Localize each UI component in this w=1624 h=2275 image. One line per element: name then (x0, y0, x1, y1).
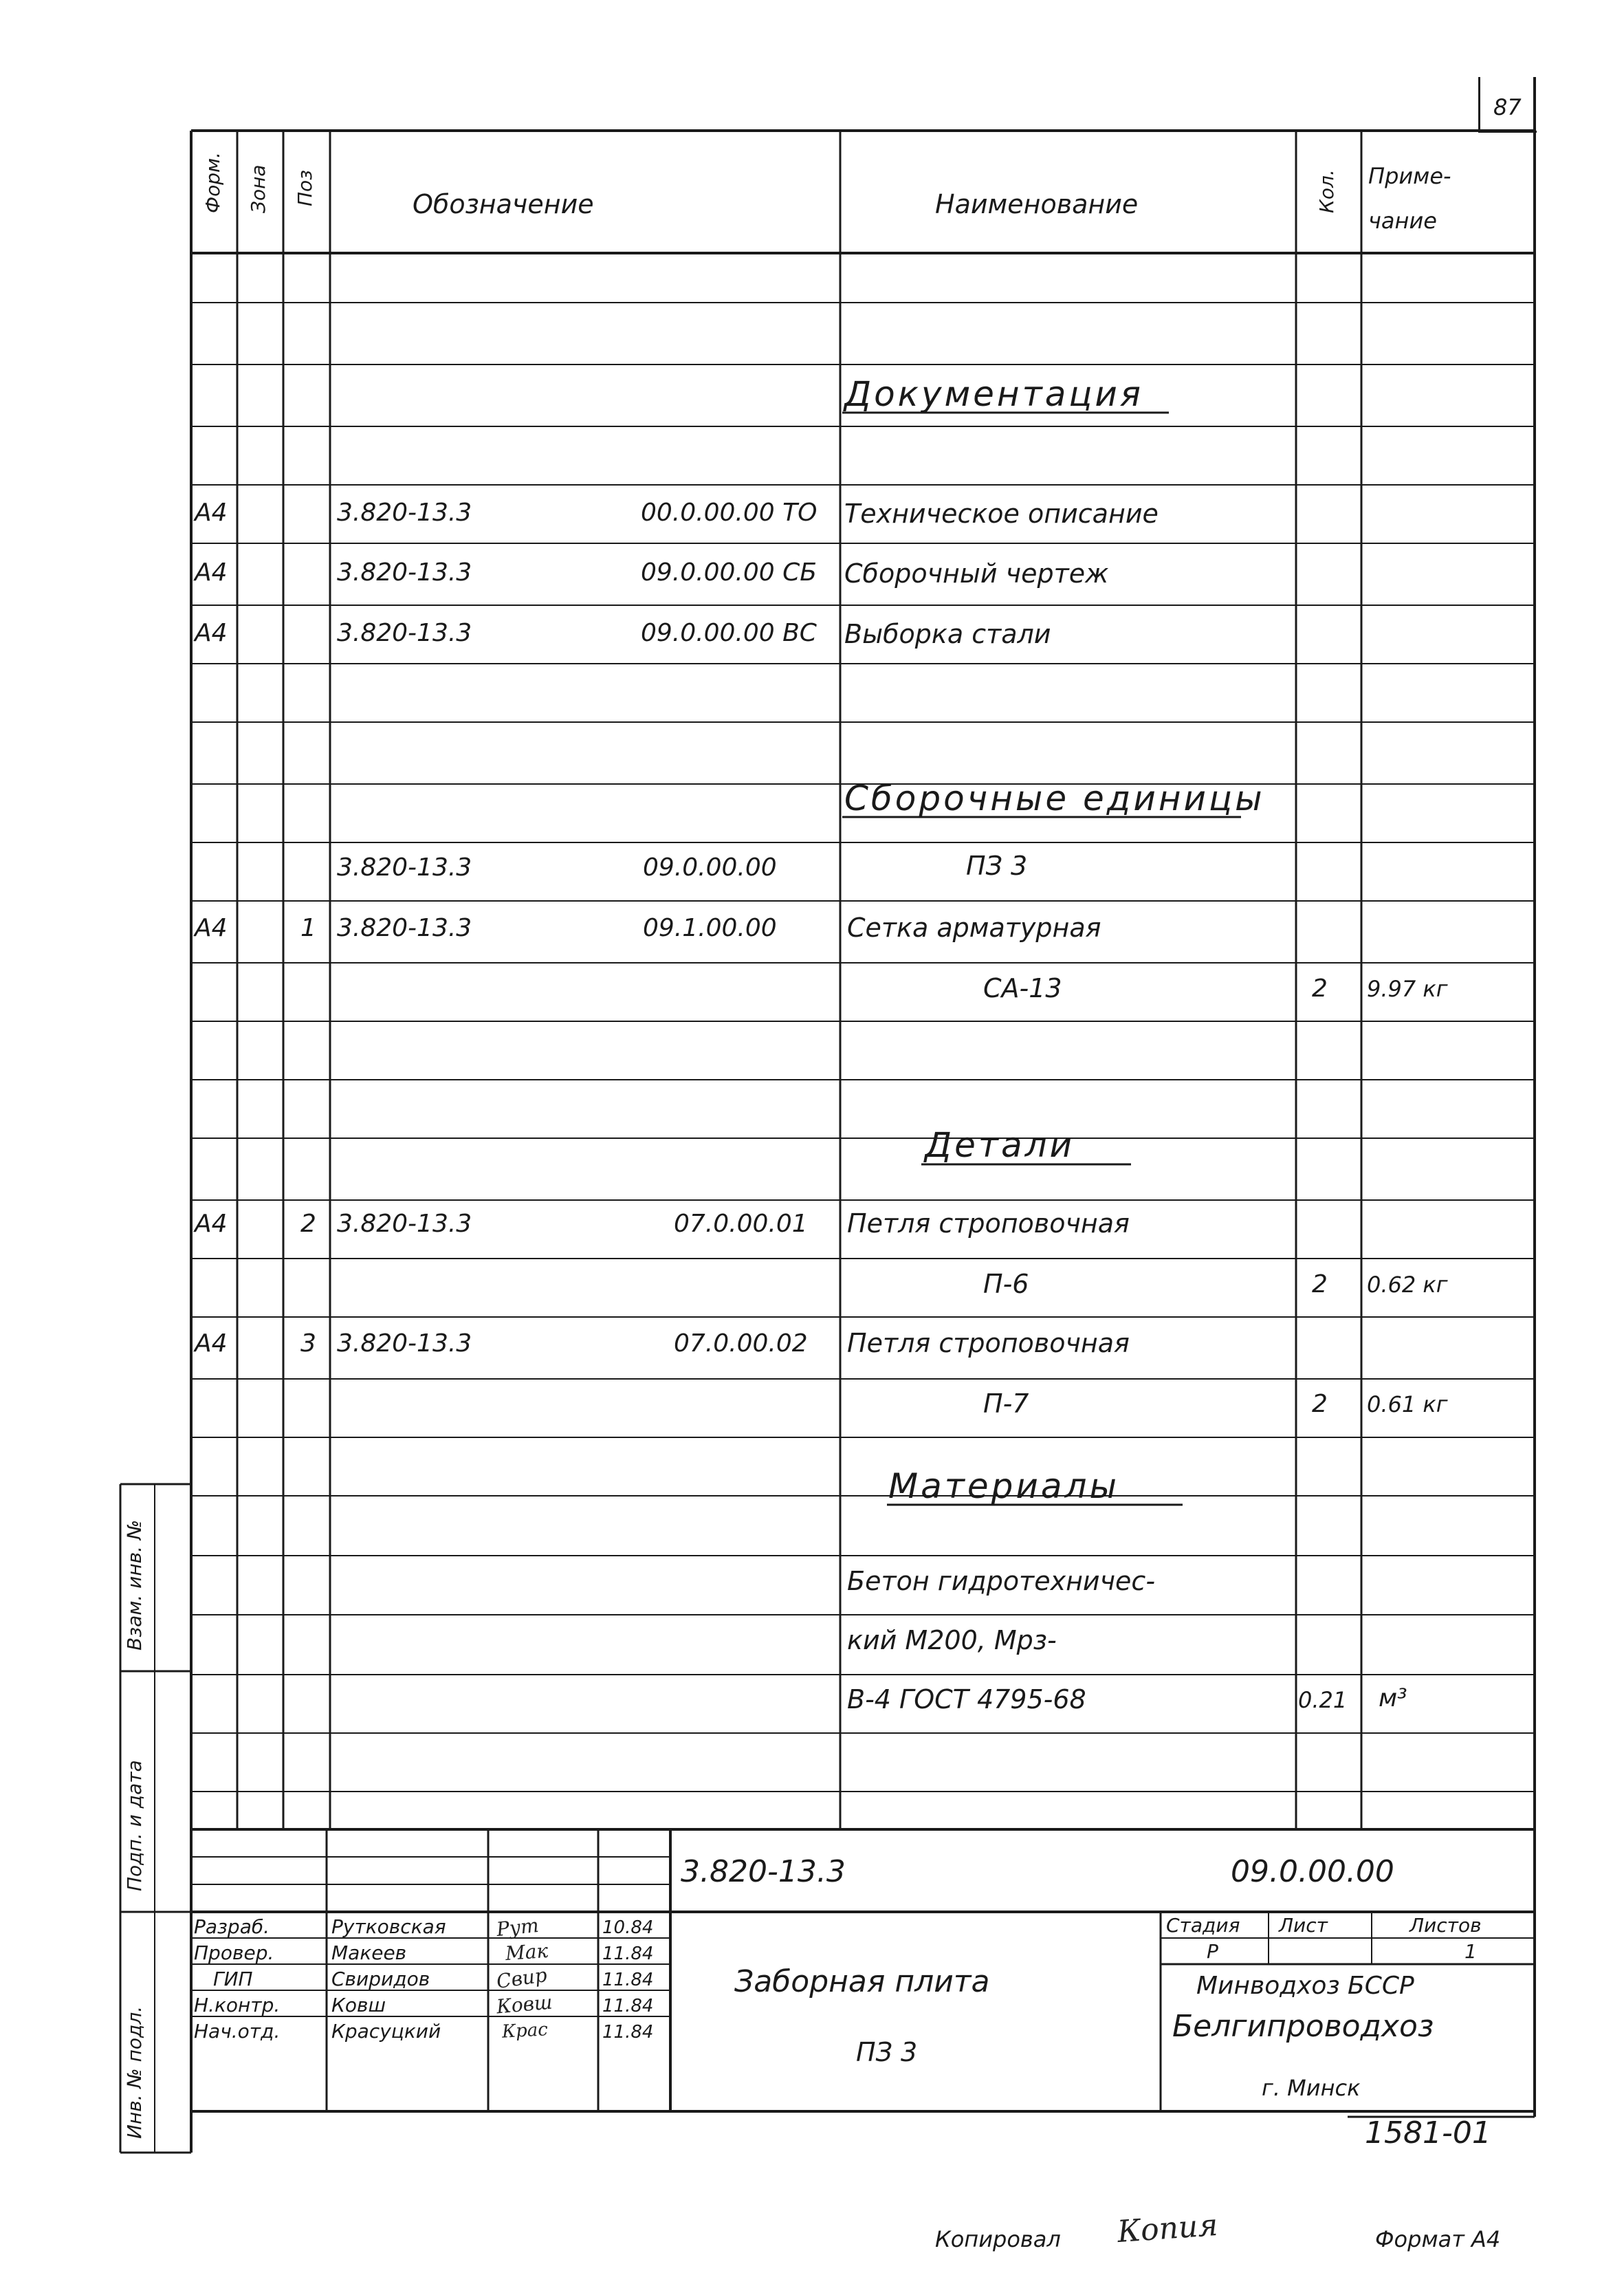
row-pos: 1 (300, 914, 316, 942)
format-label: Формат А4 (1375, 2226, 1501, 2252)
row-suffix: 09.1.00.00 (643, 914, 777, 942)
header-form: Форм. (201, 151, 224, 213)
date-checker: 11.84 (602, 1944, 654, 1964)
doc-code: 3.820-13.3 (681, 1854, 846, 1889)
signature-chief: Свир (495, 1963, 549, 1993)
name-dept-head: Красуцкий (331, 2020, 441, 2043)
row-suffix: 07.0.00.01 (674, 1210, 808, 1238)
org-city: г. Минск (1262, 2075, 1361, 2101)
row-pos: 2 (300, 1210, 316, 1238)
row-note: м³ (1379, 1684, 1407, 1712)
side-label-podp: Подп. и дата (123, 1760, 146, 1891)
row-name: Выборка стали (844, 619, 1051, 649)
row-name: П-6 (983, 1269, 1029, 1299)
row-format: А4 (195, 558, 228, 587)
name-chief: Свиридов (331, 1968, 430, 1990)
signature-checker: Мак (504, 1939, 549, 1966)
row-code: 3.820-13.3 (337, 853, 472, 882)
copied-by-label: Копировал (935, 2226, 1061, 2252)
row-qty: 2 (1312, 1390, 1328, 1418)
sheets-label: Листов (1409, 1914, 1482, 1937)
document-title: Заборная плита (734, 1964, 990, 1999)
sheet-label: Лист (1279, 1914, 1328, 1937)
stage-label: Стадия (1166, 1914, 1240, 1937)
date-dept-head: 11.84 (602, 2022, 654, 2043)
signature-dept-head: Крас (501, 2019, 549, 2043)
signature-developer: Рут (495, 1913, 540, 1941)
row-code: 3.820-13.3 (337, 1210, 472, 1238)
row-suffix: 09.0.00.00 (643, 853, 777, 882)
row-format: А4 (195, 619, 228, 647)
name-checker: Макеев (331, 1941, 407, 1964)
header-note-2: чание (1368, 208, 1437, 234)
row-note: 9.97 кг (1367, 976, 1448, 1002)
row-name: Бетон гидротехничес- (847, 1566, 1156, 1596)
page-number: 87 (1493, 94, 1522, 120)
role-developer: Разраб. (194, 1915, 270, 1938)
date-chief: 11.84 (602, 1970, 654, 1990)
doc-number: 09.0.00.00 (1231, 1854, 1394, 1889)
role-dept-head: Нач.отд. (194, 2020, 281, 2043)
role-norm-control: Н.контр. (194, 1994, 281, 2016)
row-name: Сборочный чертеж (844, 558, 1109, 589)
row-code: 3.820-13.3 (337, 499, 472, 527)
date-developer: 10.84 (602, 1917, 654, 1938)
row-name: Петля строповочная (847, 1208, 1130, 1239)
sheets-value: 1 (1464, 1940, 1477, 1963)
signature-norm-control: Ковш (495, 1990, 553, 2018)
org-ministry: Минводхоз БССР (1196, 1972, 1414, 2000)
row-name: СА-13 (983, 973, 1062, 1003)
row-note: 0.61 кг (1367, 1391, 1448, 1417)
side-label-vzam: Взам. инв. № (123, 1519, 146, 1651)
row-suffix: 00.0.00.00 ТО (641, 499, 818, 527)
row-name: П-7 (983, 1389, 1029, 1419)
stage-value: Р (1207, 1940, 1218, 1963)
row-format: А4 (195, 1329, 228, 1358)
header-qty: Кол. (1315, 169, 1338, 213)
row-format: А4 (195, 499, 228, 527)
row-name: Петля строповочная (847, 1328, 1130, 1358)
row-code: 3.820-13.3 (337, 619, 472, 647)
document-subtitle: ПЗ 3 (856, 2037, 918, 2067)
section-materials: Материалы (888, 1466, 1119, 1506)
row-format: А4 (195, 1210, 228, 1238)
row-note: 0.62 кг (1367, 1272, 1448, 1298)
row-code: 3.820-13.3 (337, 1329, 472, 1358)
row-name: Сетка арматурная (847, 913, 1101, 943)
section-assembly-units: Сборочные единицы (844, 779, 1265, 818)
row-qty: 0.21 (1298, 1687, 1348, 1713)
row-suffix: 09.0.00.00 ВС (641, 619, 817, 647)
row-pos: 3 (300, 1329, 316, 1358)
header-name: Наименование (935, 189, 1139, 219)
section-documentation: Документация (844, 374, 1143, 414)
archive-number: 1581-01 (1365, 2115, 1491, 2151)
row-name: Техническое описание (844, 499, 1159, 529)
name-norm-control: Ковш (331, 1994, 386, 2016)
header-pos: Поз (294, 169, 316, 206)
row-suffix: 07.0.00.02 (674, 1329, 808, 1358)
header-zone: Зона (247, 164, 270, 213)
row-qty: 2 (1312, 975, 1328, 1003)
row-name: кий М200, Мрз- (847, 1625, 1057, 1655)
header-designation: Обозначение (413, 189, 594, 219)
section-details: Детали (925, 1125, 1075, 1165)
row-name: В-4 ГОСТ 4795-68 (847, 1684, 1086, 1715)
copied-by-signature: Копия (1116, 2207, 1219, 2250)
role-chief: ГИП (213, 1968, 253, 1990)
row-name: ПЗ 3 (966, 851, 1028, 881)
row-format: А4 (195, 914, 228, 942)
date-norm-control: 11.84 (602, 1996, 654, 2016)
role-checker: Провер. (194, 1941, 274, 1964)
row-code: 3.820-13.3 (337, 558, 472, 587)
header-note-1: Приме- (1368, 163, 1451, 189)
row-code: 3.820-13.3 (337, 914, 472, 942)
row-qty: 2 (1312, 1270, 1328, 1298)
name-developer: Рутковская (331, 1915, 446, 1938)
side-label-inv: Инв. № подл. (123, 2005, 146, 2139)
org-institute: Белгипроводхоз (1172, 2009, 1434, 2044)
row-suffix: 09.0.00.00 СБ (641, 558, 817, 587)
